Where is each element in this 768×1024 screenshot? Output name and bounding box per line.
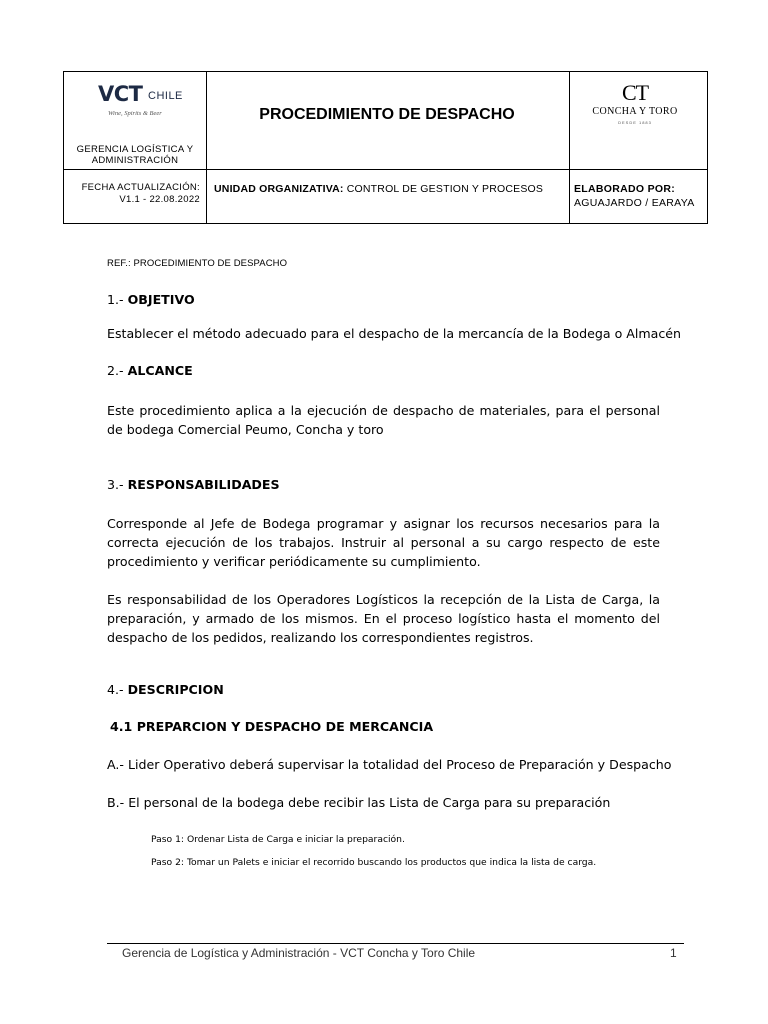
vct-logo-brand: VCT (98, 82, 143, 106)
ct-monogram: CT (621, 80, 649, 105)
section-2-heading (107, 363, 193, 378)
vct-chile-logo (92, 80, 202, 126)
row-divider (64, 169, 707, 170)
org-unit-cell (214, 183, 543, 195)
section-3-number: 3.- (107, 477, 124, 492)
author-cell (574, 182, 704, 210)
ct-logo-since: DESDE 1883 (618, 120, 652, 125)
section-4-number: 4.- (107, 682, 124, 697)
document-title: PROCEDIMIENTO DE DESPACHO (259, 106, 515, 123)
section-1-number: 1.- (107, 292, 124, 307)
ct-logo-name: CONCHA Y TORO (592, 106, 678, 117)
paso-1-text: Paso 1: Ordenar Lista de Carga e iniciar la preparación. (151, 834, 405, 845)
step-a-text: A.- Lider Operativo deberá supervisar la totalidad del Proceso de Preparación y Despacho (107, 757, 672, 772)
section-1-heading (107, 292, 195, 307)
section-1-text: Establecer el método adecuado para el despacho de la mercancía de la Bodega o Almacén (107, 326, 682, 341)
section-2-text: Este procedimiento aplica a la ejecución de despacho de materiales, para el personal de bodega Comercial Peumo, Concha y toro (107, 403, 660, 437)
column-divider (569, 72, 570, 223)
section-4-heading (107, 682, 224, 697)
section-2-number: 2.- (107, 363, 124, 378)
vct-logo-country: CHILE (148, 90, 183, 102)
org-unit-value: CONTROL DE GESTION Y PROCESOS (346, 183, 544, 195)
section-3-title: RESPONSABILIDADES (127, 477, 280, 492)
step-b-text: B.- El personal de la bodega debe recibir las Lista de Carga para su preparación (107, 795, 611, 810)
department-label: GERENCIA LOGÍSTICA Y ADMINISTRACIÓN (76, 144, 194, 166)
footer-divider (107, 943, 684, 944)
org-unit-label: UNIDAD ORGANIZATIVA: (214, 183, 344, 195)
section-2-title: ALCANCE (127, 363, 193, 378)
section-3-paragraph-2: Es responsabilidad de los Operadores Logísticos la recepción de la Lista de Carga, la preparación, y armado de los mismos. En el proceso logístico hasta el momento del despacho de los pedidos, realizando los correspondientes registros. (107, 592, 660, 645)
author-label: ELABORADO POR: (574, 183, 676, 195)
section-3-heading (107, 477, 280, 492)
author-value: AGUAJARDO / EARAYA (574, 197, 695, 209)
section-1-title: OBJETIVO (127, 292, 195, 307)
vct-logo-tagline: Wine, Spirits & Beer (108, 110, 162, 117)
paso-2-text: Paso 2: Tomar un Palets e iniciar el recorrido buscando los productos que indica la lista de carga. (151, 857, 597, 868)
update-date-cell (66, 182, 200, 206)
subsection-4-1-title: 4.1 PREPARCION Y DESPACHO DE MERCANCIA (110, 719, 434, 734)
section-3-paragraph-1: Corresponde al Jefe de Bodega programar y asignar los recursos necesarios para la correcta ejecución de los trabajos. Instruir al personal a su cargo respecto de este procedimiento y verificar periódicamente su cumplimiento. (107, 516, 660, 569)
update-date-label: FECHA ACTUALIZACIÓN: (81, 182, 200, 193)
column-divider (206, 72, 207, 223)
footer-text: Gerencia de Logística y Administración - VCT Concha y Toro Chile (122, 946, 476, 960)
subsection-4-1-heading (110, 719, 433, 734)
concha-y-toro-logo (585, 80, 685, 124)
page-number: 1 (670, 946, 677, 960)
section-4-title: DESCRIPCION (127, 682, 224, 697)
update-date-value: V1.1 - 22.08.2022 (119, 194, 200, 205)
reference-line: REF.: PROCEDIMIENTO DE DESPACHO (107, 258, 288, 269)
